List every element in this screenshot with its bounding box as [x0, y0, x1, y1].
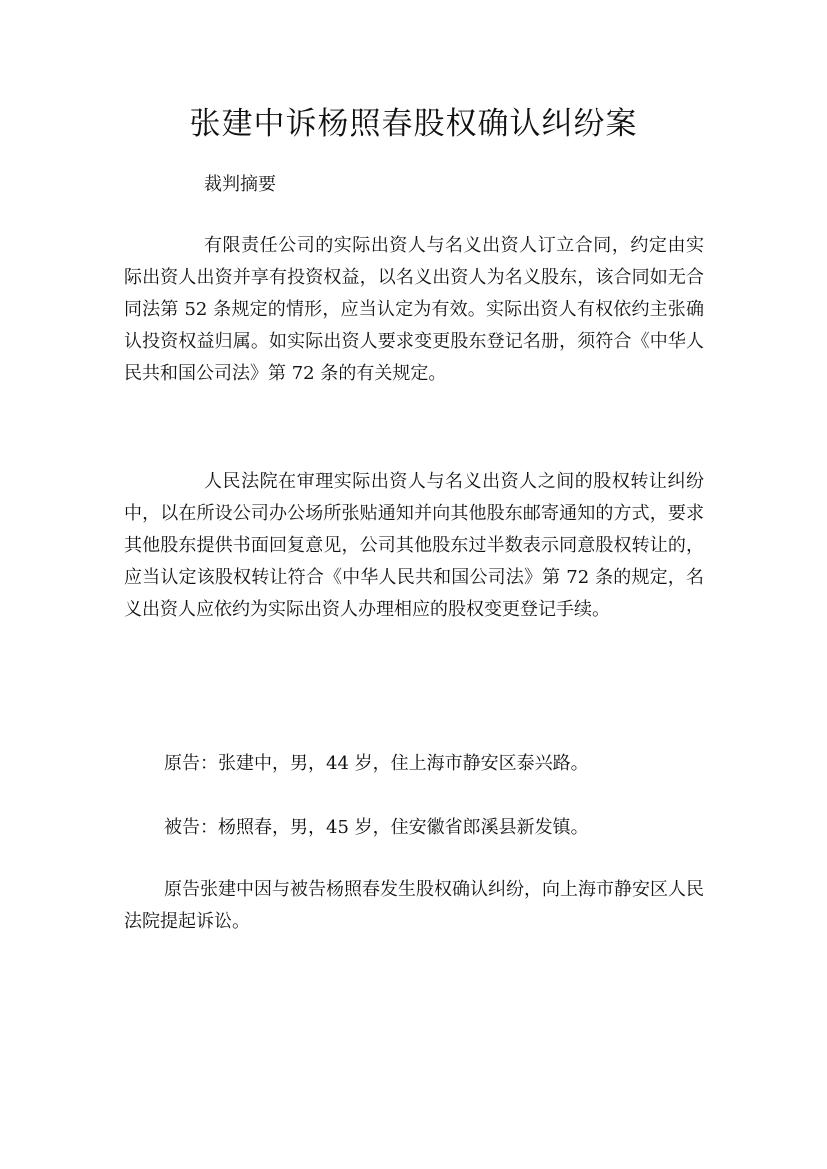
- plaintiff-paragraph: 原告：张建中，男，44 岁，住上海市静安区泰兴路。: [164, 753, 589, 774]
- defendant-paragraph: 被告：杨照春，男，45 岁，住安徽省郎溪县新发镇。: [164, 817, 589, 838]
- case-intro-paragraph: 原告张建中因与被告杨照春发生股权确认纠纷，向上海市静安区人民法院提起诉讼。: [124, 879, 704, 932]
- summary-paragraph-2: 人民法院在审理实际出资人与名义出资人之间的股权转让纠纷中，以在所设公司办公场所张贴通知并向其他股东邮寄通知的方式，要求其他股东提供书面回复意见，公司其他股东过半数表示同意股权转让的，应当认定该股权转让符合《中华人民共和国公司法》第 72 条的规定，名义出资人应依约为实际出资人办理相应的股权变更登记手续。: [124, 471, 704, 620]
- document-title: 张建中诉杨照春股权确认纠纷案: [189, 106, 638, 142]
- section-heading: 裁判摘要: [204, 174, 276, 195]
- summary-paragraph-1: 有限责任公司的实际出资人与名义出资人订立合同，约定由实际出资人出资并享有投资权益，以名义出资人为名义股东，该合同如无合同法第 52 条规定的情形，应当认定为有效。实际出资人有权依约主张确认投资权益归属。如实际出资人要求变更股东登记名册，须符合《中华人民共和国公司法》第 72 条的有关规定。: [124, 235, 704, 384]
